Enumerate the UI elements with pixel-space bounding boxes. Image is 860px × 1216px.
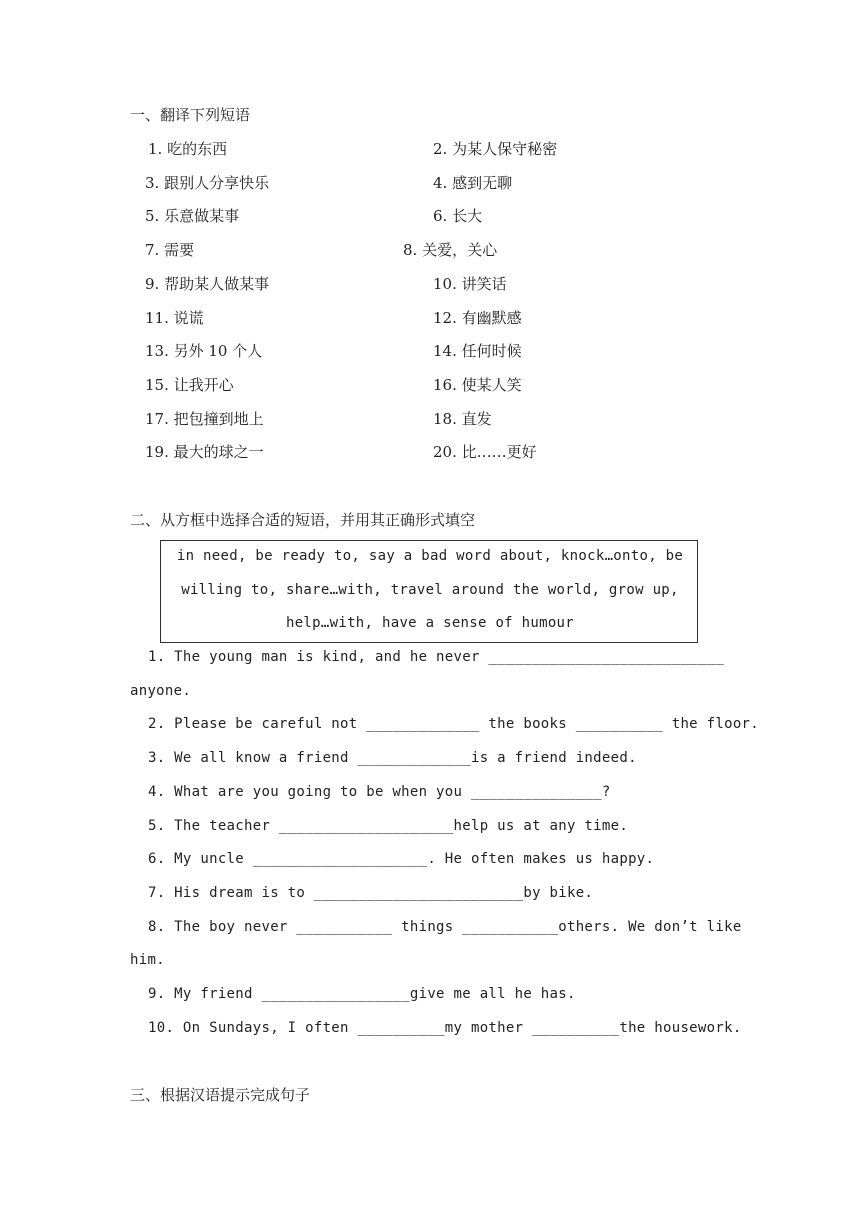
phrase-item: 19. 最大的球之一 [145,443,264,461]
phrase-box [160,540,698,643]
phrase-item: 20. 比……更好 [433,443,537,461]
phrase-item: 8. 关爱，关心 [403,241,498,259]
phrase-item: 7. 需要 [145,241,195,259]
phrase-item: 2. 为某人保守秘密 [433,140,558,158]
phrase-item: 3. 跟别人分享快乐 [145,174,270,192]
phrase-box-line: in need, be ready to, say a bad word about, knock…onto, be [176,548,684,564]
phrase-item: 1. 吃的东西 [148,140,228,158]
phrase-item: 18. 直发 [433,410,492,428]
phrase-item: 13. 另外 10 个人 [145,342,263,360]
sentence-line: 7. His dream is to ________________________by bike. [148,885,594,901]
phrase-item: 15. 让我开心 [145,376,234,394]
section2-heading: 二、从方框中选择合适的短语，并用其正确形式填空 [130,511,476,529]
section3-heading: 三、根据汉语提示完成句子 [130,1086,311,1104]
phrase-box-line: help…with, have a sense of humour [285,615,575,631]
sentence-line: 2. Please be careful not _____________ the books __________ the floor. [148,716,760,732]
section1-heading: 一、翻译下列短语 [130,106,251,124]
phrase-item: 16. 使某人笑 [433,376,522,394]
sentence-line: 10. On Sundays, I often __________my mother __________the housework. [148,1020,742,1036]
sentence-line-continued: anyone. [130,683,192,699]
sentence-line: 6. My uncle ____________________. He often makes us happy. [148,851,655,867]
phrase-item: 5. 乐意做某事 [145,207,240,225]
phrase-box-line: willing to, share…with, travel around the world, grow up, [181,582,679,598]
phrase-item: 6. 长大 [433,207,483,225]
phrase-item: 17. 把包撞到地上 [145,410,264,428]
sentence-line: 5. The teacher ____________________help us at any time. [148,818,629,834]
phrase-item: 10. 讲笑话 [433,275,507,293]
phrase-item: 14. 任何时候 [433,342,522,360]
phrase-item: 9. 帮助某人做某事 [145,275,270,293]
sentence-line: 4. What are you going to be when you _______________? [148,784,611,800]
phrase-item: 4. 感到无聊 [433,174,513,192]
sentence-line: 1. The young man is kind, and he never ___________________________ [148,649,725,665]
sentence-line: 8. The boy never ___________ things ___________others. We don’t like [148,919,742,935]
sentence-line: 9. My friend _________________give me all he has. [148,986,576,1002]
sentence-line-continued: him. [130,952,165,968]
sentence-line: 3. We all know a friend _____________is a friend indeed. [148,750,637,766]
phrase-item: 12. 有幽默感 [433,309,522,327]
phrase-item: 11. 说谎 [145,309,204,327]
